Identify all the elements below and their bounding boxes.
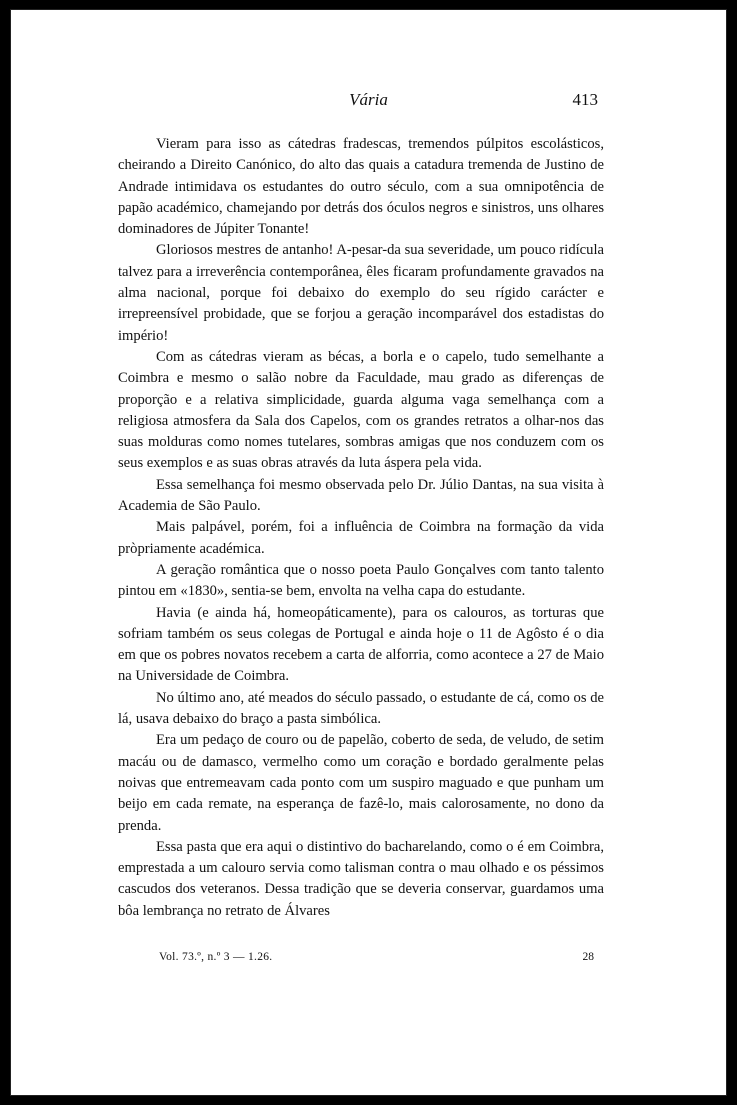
page-header <box>11 90 726 114</box>
body-text <box>118 134 604 922</box>
paragraph: A geração romântica que o nosso poeta Paulo Gonçalves com tanto talento pintou em «1830», sentia-se bem, envolta na velha capa do estudante. <box>118 561 604 600</box>
running-title: Vária <box>349 90 388 109</box>
page-number: 413 <box>572 90 598 109</box>
paragraph: No último ano, até meados do século passado, o estudante de cá, como os de lá, usava debaixo do braço a pasta simbólica. <box>118 689 604 728</box>
paragraph: Gloriosos mestres de antanho! A-pesar-da sua severidade, um pouco ridícula talvez para a irreverência contemporânea, êles ficaram profundamente gravados na alma nacional, porque foi debaixo do exemplo do seu rígido carácter e irrepreensível probidade, que se forjou a geração incomparável dos estadistas do império! <box>118 242 604 344</box>
paragraph: Era um pedaço de couro ou de papelão, coberto de seda, de veludo, de setim macáu ou de damasco, vermelho como um coração e bordado geralmente pelas noivas que entremeavam cada ponto com um suspiro maguado e que punham um beijo em cada remate, na esperança de fazê-lo, mais calorosamente, no dono da prenda. <box>118 732 604 834</box>
paragraph: Mais palpável, porém, foi a influência de Coimbra na formação da vida pròpriamente académica. <box>118 519 604 557</box>
sheet-signature: 28 <box>582 951 594 963</box>
paragraph: Vieram para isso as cátedras fradescas, tremendos púlpitos escolásticos, cheirando a Direito Canónico, do alto das quais a catadura tremenda de Justino de Andrade intimidava os estudantes do outro século, com a sua omnipotência de papão académico, chamejando por detrás dos óculos negros e sinistros, uns olhares dominadores de Júpiter Tonante! <box>118 136 604 238</box>
page-footer <box>159 951 594 969</box>
volume-signature: Vol. 73.º, n.º 3 — 1.26. <box>159 951 273 963</box>
paragraph: Essa semelhança foi mesmo observada pelo Dr. Júlio Dantas, na sua visita à Academia de São Paulo. <box>118 476 604 515</box>
book-page <box>10 9 727 1096</box>
paragraph: Havia (e ainda há, homeopáticamente), para os calouros, as torturas que sofriam também os seus colegas de Portugal e ainda hoje o 11 de Agôsto é o dia em que os pobres novatos recebem a carta de alforria, como acontece a 27 de Maio na Universidade de Coimbra. <box>118 604 604 685</box>
paragraph: Essa pasta que era aqui o distintivo do bacharelando, como o é em Coimbra, emprestada a um calouro servia como talisman contra o mau olhado e os péssimos cascudos dos veteranos. Dessa tradição que se deveria conservar, guardamos uma bôa lembrança no retrato de Álvares <box>118 838 604 919</box>
paragraph: Com as cátedras vieram as bécas, a borla e o capelo, tudo semelhante a Coimbra e mesmo o salão nobre da Faculdade, mau grado as diferenças de proporção e a relativa simplicidade, guarda alguma vaga semelhança com a religiosa atmosfera da Sala dos Capelos, com os grandes retratos a olhar-nos das suas molduras como nomes tutelares, sombras amigas que nos conduzem com os seus exemplos e as suas obras através da luta áspera pela vida. <box>118 348 604 472</box>
